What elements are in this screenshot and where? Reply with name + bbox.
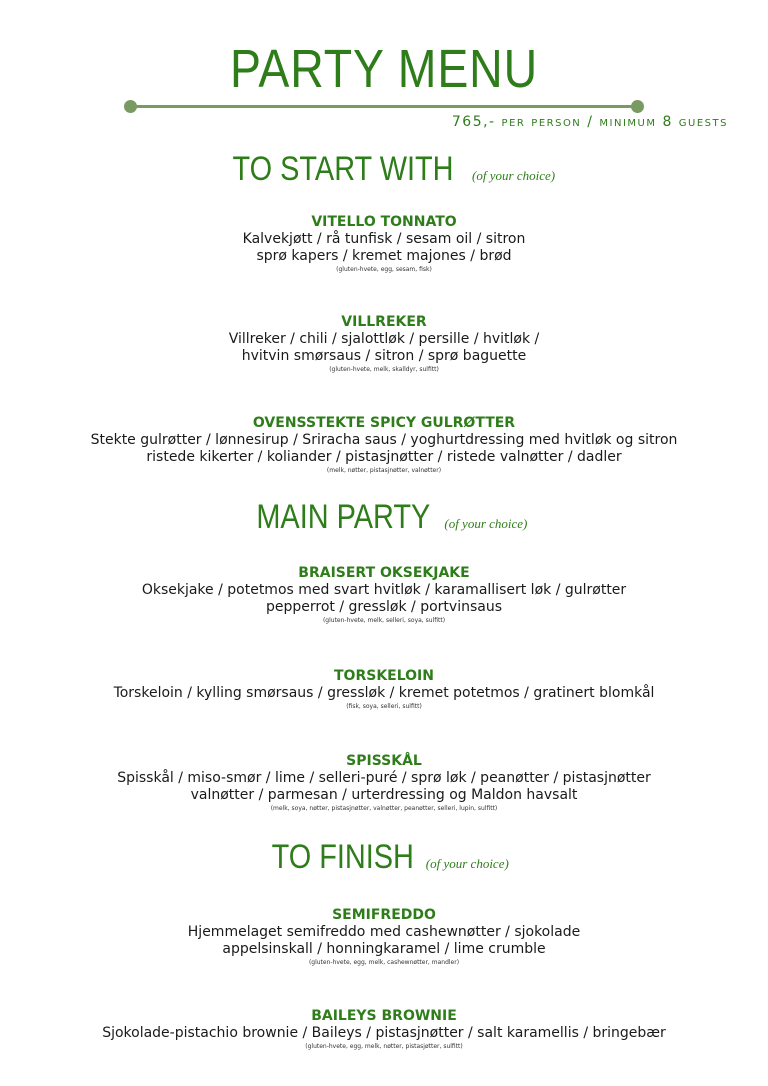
dish-allergens: (fisk, soya, selleri, sulfitt) [346, 703, 422, 710]
dish-allergens: (gluten-hvete, melk, skalldyr, sulfitt) [329, 366, 439, 373]
section-heading-finish [0, 838, 768, 877]
dish-allergens: (gluten-hvete, egg, melk, cashewnøtter, mandler) [308, 959, 460, 966]
section-note: (of your choice) [425, 856, 509, 871]
dish-description: hvitvin smørsaus / sitron / sprø baguette [241, 348, 527, 364]
dish-allergens: (gluten-hvete, melk, selleri, soya, sulfitt) [322, 617, 446, 624]
section-note: (of your choice) [472, 168, 556, 183]
section-title: TO FINISH [271, 838, 415, 876]
price-line: 765,- per person / minimum 8 guests [451, 114, 728, 130]
section-heading-start [0, 150, 768, 189]
dish-name: VITELLO TONNATO [311, 214, 457, 230]
dish-description: sprø kapers / kremet majones / brød [256, 248, 512, 264]
divider-dot-right [631, 100, 644, 113]
dish-description: Spisskål / miso-smør / lime / selleri-puré / sprø løk / peanøtter / pistasjnøtter [117, 770, 651, 786]
dish-name: BAILEYS BROWNIE [311, 1008, 457, 1024]
dish-baileys-brownie [0, 1008, 768, 1051]
dish-allergens: (melk, soya, nøtter, pistasjnøtter, valnøtter, peanøtter, selleri, lupin, sulfitt) [270, 805, 498, 812]
dish-description: Stekte gulrøtter / lønnesirup / Sriracha saus / yoghurtdressing med hvitløk og sitron [90, 432, 678, 448]
dish-allergens: (gluten-hvete, egg, sesam, fisk) [336, 266, 432, 273]
dish-description: valnøtter / parmesan / urterdressing og Maldon havsalt [190, 787, 578, 803]
dish-description: pepperrot / gressløk / portvinsaus [265, 599, 503, 615]
menu-title: PARTY MENU [230, 39, 538, 99]
dish-name: SPISSKÅL [346, 753, 422, 769]
dish-description: Kalvekjøtt / rå tunfisk / sesam oil / sitron [242, 231, 526, 247]
section-title: TO START WITH [232, 150, 454, 188]
dish-semifreddo [0, 907, 768, 967]
section-note: (of your choice) [444, 516, 528, 531]
dish-name: VILLREKER [341, 314, 427, 330]
dish-name: BRAISERT OKSEKJAKE [298, 565, 470, 581]
dish-braisert-oksekjake [0, 565, 768, 625]
dish-description: Torskeloin / kylling smørsaus / gressløk / kremet potetmos / gratinert blomkål [113, 685, 655, 701]
section-heading-main [0, 498, 768, 537]
dish-name: TORSKELOIN [334, 668, 434, 684]
dish-allergens: (gluten-hvete, egg, melk, nøtter, pistasjøtter, sulfitt) [305, 1043, 463, 1050]
dish-description: Oksekjake / potetmos med svart hvitløk / karamallisert løk / gulrøtter [141, 582, 627, 598]
dish-spisskal [0, 753, 768, 813]
dish-description: appelsinskall / honningkaramel / lime crumble [222, 941, 546, 957]
dish-spicy-gulrotter [0, 415, 768, 475]
dish-name: OVENSSTEKTE SPICY GULRØTTER [252, 415, 516, 431]
section-title: MAIN PARTY [255, 498, 430, 536]
dish-description: Sjokolade-pistachio brownie / Baileys / pistasjnøtter / salt karamellis / bringebær [102, 1025, 666, 1041]
dish-description: Hjemmelaget semifreddo med cashewnøtter / sjokolade [187, 924, 581, 940]
dish-description: Villreker / chili / sjalottløk / persille / hvitløk / [228, 331, 540, 347]
dish-description: ristede kikerter / koliander / pistasjnøtter / ristede valnøtter / dadler [146, 449, 622, 465]
dish-allergens: (melk, nøtter, pistasjnøtter, valnøtter) [326, 467, 442, 474]
title-divider [130, 105, 638, 108]
dish-name: SEMIFREDDO [332, 907, 436, 923]
dish-villreker [0, 314, 768, 374]
dish-vitello-tonnato [0, 214, 768, 274]
dish-torskeloin [0, 668, 768, 711]
divider-dot-left [124, 100, 137, 113]
